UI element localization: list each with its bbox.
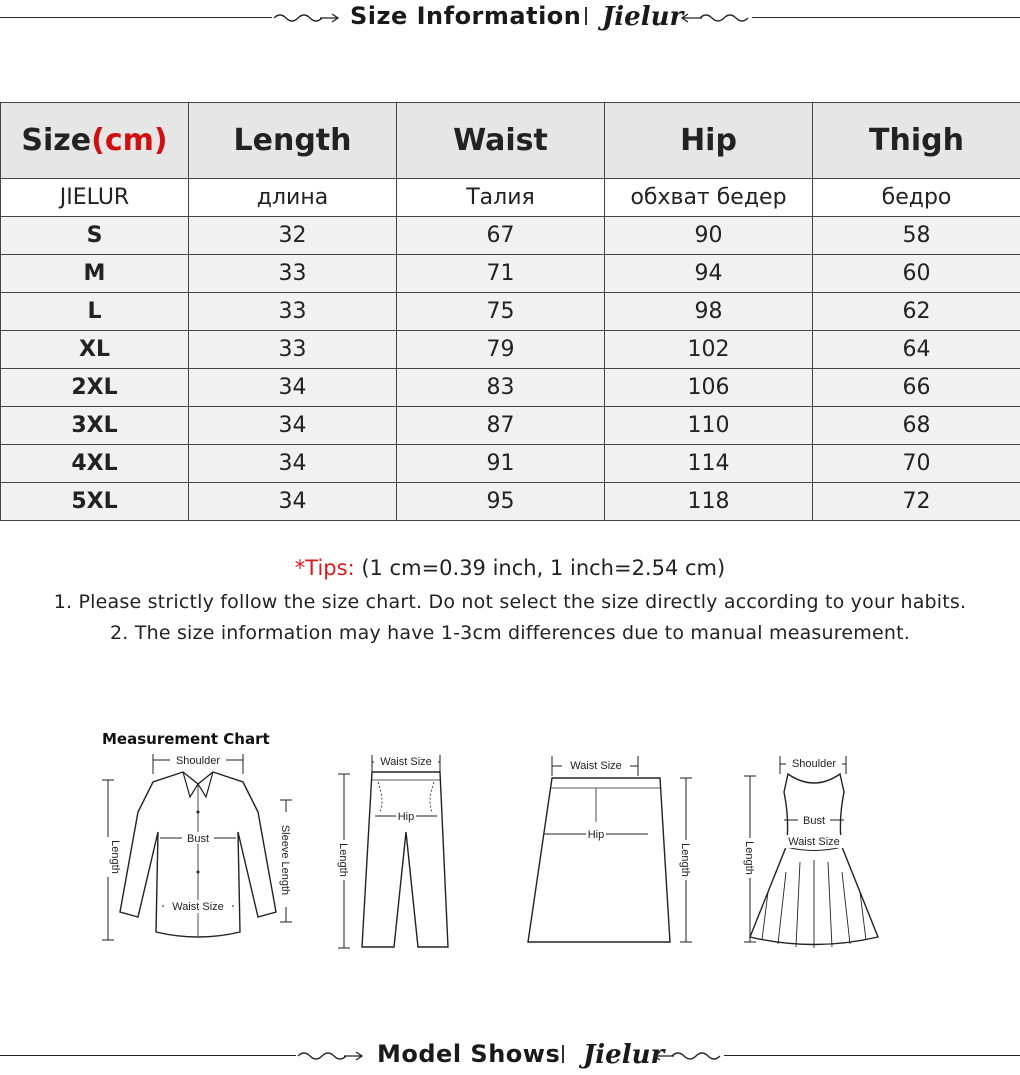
thigh-cell: 60: [813, 255, 1020, 293]
tips-label: *Tips:: [294, 556, 355, 580]
thigh-cell: 58: [813, 217, 1020, 255]
thigh-cell: 72: [813, 483, 1020, 521]
pants-hip-label: Hip: [397, 811, 415, 823]
waist-cell: 67: [397, 217, 605, 255]
header-brand: Jielur: [602, 2, 684, 32]
dress-drawing: [738, 752, 888, 952]
header-banner: [0, 0, 1020, 36]
shirt-waist-label: Waist Size: [172, 901, 224, 913]
table-row: [1, 369, 1020, 407]
footer-line-right: [724, 1055, 1020, 1056]
tips-note-1: 1. Please strictly follow the size chart. Do not select the size directly according to your habits.: [53, 591, 967, 613]
skirt-waist-label: Waist Size: [570, 760, 622, 772]
tips-conversion: (1 cm=0.39 inch, 1 inch=2.54 cm): [354, 556, 726, 580]
hip-cell: 102: [605, 331, 813, 369]
table-row: [1, 445, 1020, 483]
skirt-figure: [520, 752, 700, 952]
header-size-unit: (cm): [91, 123, 168, 158]
table-row: [1, 483, 1020, 521]
length-cell: 33: [189, 293, 397, 331]
table-row: [1, 255, 1020, 293]
dress-length-label: Length: [743, 841, 755, 875]
header-hip: Hip: [605, 103, 813, 179]
length-cell: 33: [189, 255, 397, 293]
header-waist: Waist: [397, 103, 605, 179]
length-cell: 34: [189, 407, 397, 445]
thigh-cell: 66: [813, 369, 1020, 407]
size-cell: 4XL: [1, 445, 189, 483]
waist-cell: 91: [397, 445, 605, 483]
hip-cell: 106: [605, 369, 813, 407]
header-thigh: Thigh: [813, 103, 1020, 179]
table-row: [1, 407, 1020, 445]
footer-brand: Jielur: [583, 1040, 665, 1070]
size-cell: 5XL: [1, 483, 189, 521]
hip-cell: 118: [605, 483, 813, 521]
measurement-chart-title: Measurement Chart: [102, 730, 270, 748]
length-cell: 34: [189, 369, 397, 407]
thigh-cell: 70: [813, 445, 1020, 483]
waist-cell: 95: [397, 483, 605, 521]
header-swirl-left-icon: [272, 8, 342, 28]
tips-line: [0, 556, 1020, 580]
header-line-right: [752, 17, 1020, 18]
dress-bust-label: Bust: [802, 815, 826, 827]
table-row: [1, 331, 1020, 369]
subheader-cell: длина: [189, 179, 397, 217]
dress-figure: [738, 752, 888, 952]
subheader-cell: JIELUR: [1, 179, 189, 217]
shirt-length-label: Length: [109, 840, 121, 874]
thigh-cell: 62: [813, 293, 1020, 331]
header-line-left: [0, 17, 272, 18]
length-cell: 32: [189, 217, 397, 255]
hip-cell: 94: [605, 255, 813, 293]
header-size: [1, 103, 189, 179]
thigh-cell: 64: [813, 331, 1020, 369]
waist-cell: 79: [397, 331, 605, 369]
shirt-figure: [98, 752, 298, 952]
skirt-length-label: Length: [679, 843, 691, 877]
subheader-cell: бедро: [813, 179, 1020, 217]
subheader-cell: обхват бедер: [605, 179, 813, 217]
footer-swirl-right-icon: [652, 1046, 722, 1066]
length-cell: 34: [189, 445, 397, 483]
table-header-row: [1, 103, 1020, 179]
header-swirl-right-icon: [680, 8, 750, 28]
size-cell: 3XL: [1, 407, 189, 445]
waist-cell: 71: [397, 255, 605, 293]
waist-cell: 83: [397, 369, 605, 407]
size-cell: M: [1, 255, 189, 293]
hip-cell: 110: [605, 407, 813, 445]
size-table: [0, 102, 1020, 521]
pants-waist-label: Waist Size: [380, 756, 432, 768]
hip-cell: 114: [605, 445, 813, 483]
header-separator: [585, 7, 587, 25]
pants-length-label: Length: [337, 843, 349, 877]
header-size-label: Size: [21, 123, 92, 158]
length-cell: 34: [189, 483, 397, 521]
size-cell: XL: [1, 331, 189, 369]
table-row: [1, 293, 1020, 331]
subheader-cell: Талия: [397, 179, 605, 217]
shirt-sleeve-label: Sleeve Length: [279, 824, 291, 896]
size-cell: L: [1, 293, 189, 331]
waist-cell: 87: [397, 407, 605, 445]
pants-figure: [330, 752, 460, 952]
length-cell: 33: [189, 331, 397, 369]
footer-separator: [562, 1045, 564, 1063]
footer-banner: [0, 1038, 1020, 1074]
thigh-cell: 68: [813, 407, 1020, 445]
skirt-drawing: [520, 752, 700, 952]
pants-drawing: [330, 752, 460, 952]
hip-cell: 98: [605, 293, 813, 331]
size-cell: S: [1, 217, 189, 255]
shirt-bust-label: Bust: [186, 833, 210, 845]
shirt-drawing: [98, 752, 298, 952]
table-subheader-row: [1, 179, 1020, 217]
footer-title: Model Shows: [377, 1040, 561, 1068]
shirt-shoulder-label: Shoulder: [175, 755, 221, 767]
footer-swirl-left-icon: [296, 1046, 366, 1066]
header-length: Length: [189, 103, 397, 179]
size-cell: 2XL: [1, 369, 189, 407]
footer-line-left: [0, 1055, 296, 1056]
skirt-hip-label: Hip: [587, 829, 605, 841]
table-row: [1, 217, 1020, 255]
header-title: Size Information: [350, 2, 582, 30]
hip-cell: 90: [605, 217, 813, 255]
waist-cell: 75: [397, 293, 605, 331]
tips-note-2: 2. The size information may have 1-3cm differences due to manual measurement.: [110, 622, 910, 644]
dress-waist-label: Waist Size: [788, 836, 840, 848]
dress-shoulder-label: Shoulder: [791, 758, 837, 770]
